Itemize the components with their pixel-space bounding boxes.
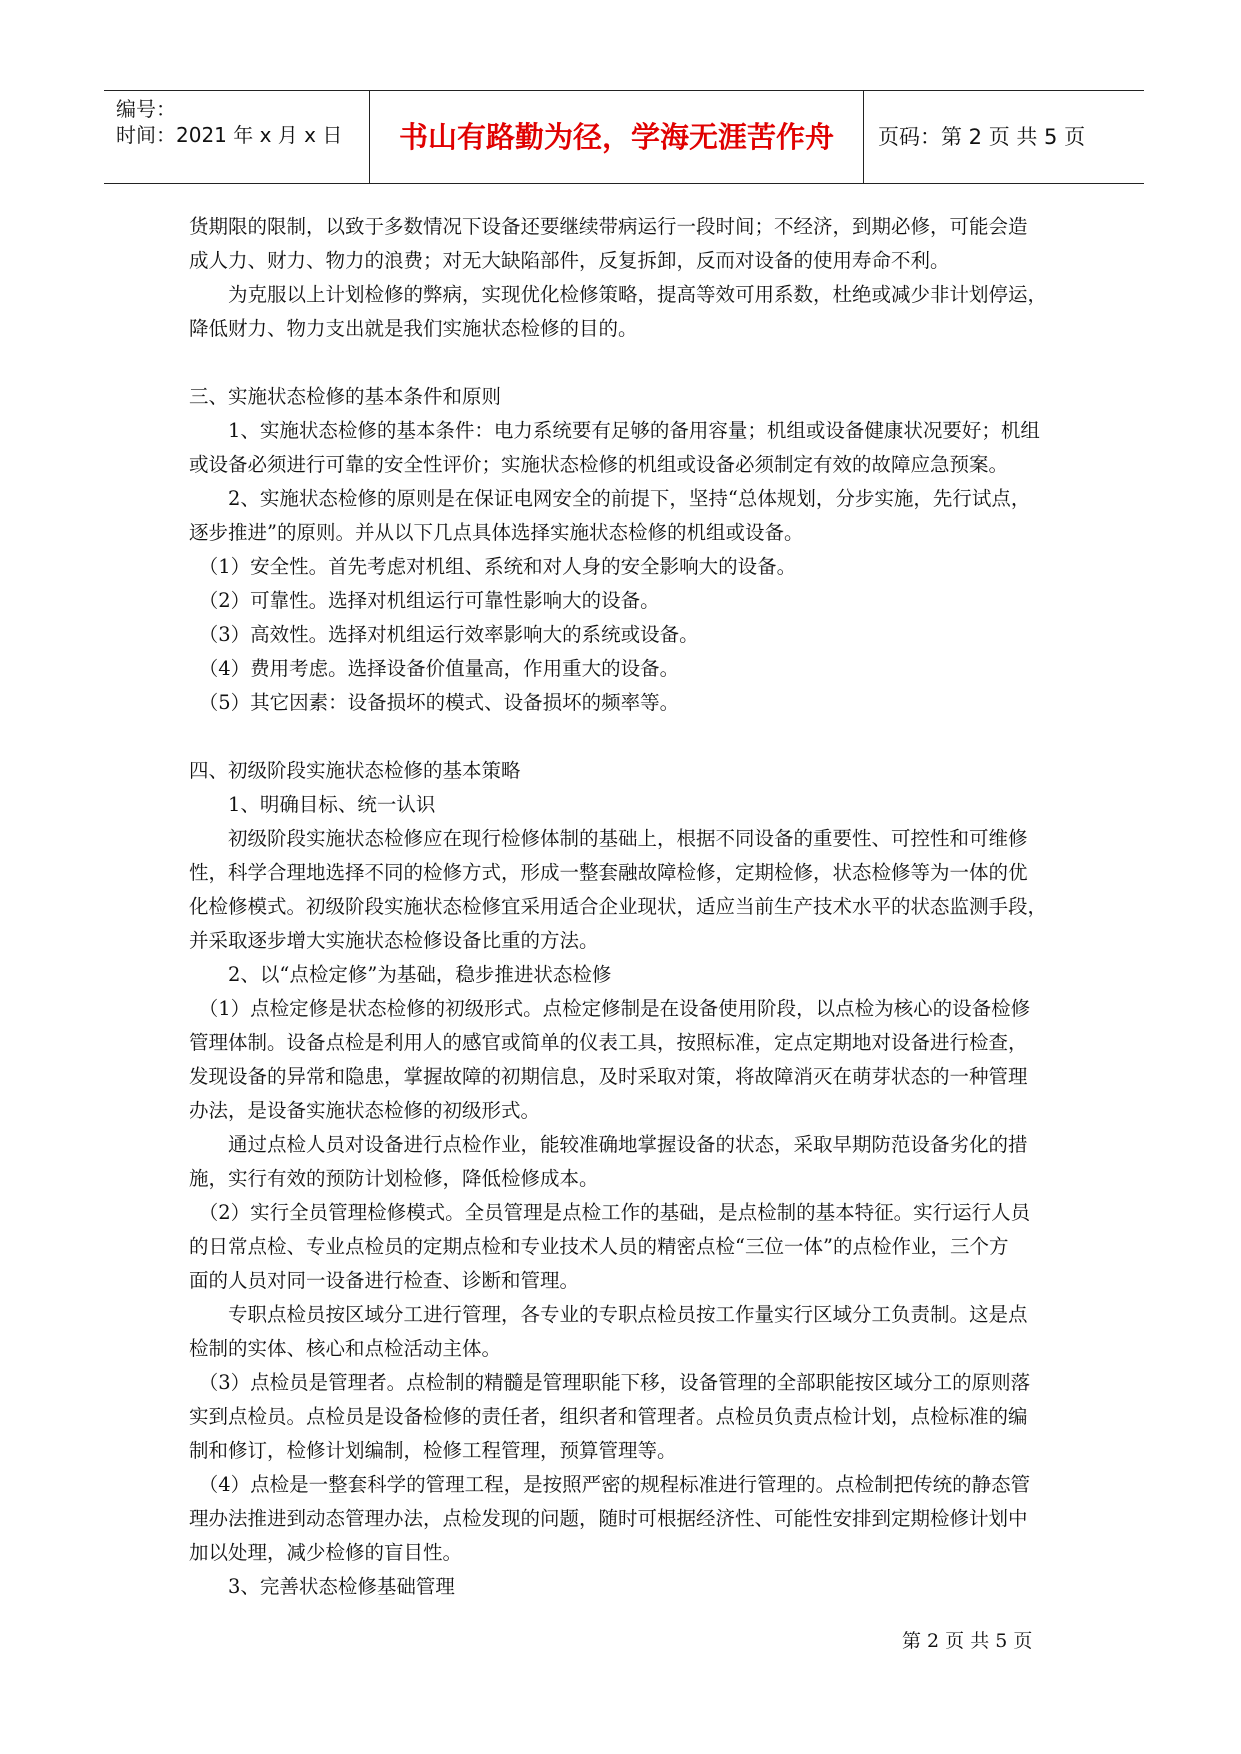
- body-text-line: 管理体制。设备点检是利用人的感官或简单的仪表工具，按照标准，定点定期地对设备进行检查，: [189, 1031, 1028, 1054]
- body-text-line: 性，科学合理地选择不同的检修方式，形成一整套融故障检修，定期检修，状态检修等为一体的优: [189, 861, 1028, 884]
- body-text-line: 加以处理，减少检修的盲目性。: [189, 1541, 463, 1564]
- header-motto-cell: [370, 91, 864, 183]
- page-footer: 第 2 页 共 5 页: [902, 1630, 1033, 1652]
- body-text-line: 化检修模式。初级阶段实施状态检修宜采用适合企业现状，适应当前生产技术水平的状态监测手段，: [189, 895, 1048, 918]
- body-text-line: （4）点检是一整套科学的管理工程，是按照严密的规程标准进行管理的。点检制把传统的静态管: [189, 1473, 1031, 1496]
- body-text-line: 2、实施状态检修的原则是在保证电网安全的前提下，坚持“总体规划，分步实施，先行试点，: [189, 487, 1031, 510]
- body-text-line: （3）点检员是管理者。点检制的精髓是管理职能下移，设备管理的全部职能按区域分工的原则落: [189, 1371, 1031, 1394]
- body-text-line: 三、实施状态检修的基本条件和原则: [189, 385, 502, 408]
- body-text-line: 并采取逐步增大实施状态检修设备比重的方法。: [189, 929, 599, 952]
- document-header: [104, 90, 1144, 184]
- body-text-line: 初级阶段实施状态检修应在现行检修体制的基础上，根据不同设备的重要性、可控性和可维修: [189, 827, 1028, 850]
- body-text-line: （2）可靠性。选择对机组运行可靠性影响大的设备。: [189, 589, 660, 612]
- body-text-line: 为克服以上计划检修的弊病，实现优化检修策略，提高等效可用系数，杜绝或减少非计划停运，: [189, 283, 1048, 306]
- body-text-line: 1、实施状态检修的基本条件：电力系统要有足够的备用容量；机组或设备健康状况要好；机组: [189, 419, 1040, 442]
- body-text-line: （2）实行全员管理检修模式。全员管理是点检工作的基础，是点检制的基本特征。实行运行人员: [189, 1201, 1031, 1224]
- header-info-cell: [104, 91, 370, 183]
- header-page-code: 页码：第 2 页 共 5 页: [878, 125, 1086, 149]
- body-text-line: 面的人员对同一设备进行检查、诊断和管理。: [189, 1269, 580, 1292]
- body-text-line: 实到点检员。点检员是设备检修的责任者，组织者和管理者。点检员负责点检计划，点检标准的编: [189, 1405, 1028, 1428]
- paragraph-gap: [189, 346, 1059, 380]
- body-text-line: 2、以“点检定修”为基础，稳步推进状态检修: [189, 963, 612, 986]
- header-motto: 书山有路勤为径，学海无涯苦作舟: [398, 120, 834, 154]
- body-text-line: 逐步推进”的原则。并从以下几点具体选择实施状态检修的机组或设备。: [189, 521, 804, 544]
- document-number-label: 编号：: [116, 97, 176, 121]
- body-text-line: 理办法推进到动态管理办法，点检发现的问题，随时可根据经济性、可能性安排到定期检修计划中: [189, 1507, 1028, 1530]
- body-text-line: 专职点检员按区域分工进行管理，各专业的专职点检员按工作量实行区域分工负责制。这是点: [189, 1303, 1028, 1326]
- body-text-line: 办法，是设备实施状态检修的初级形式。: [189, 1099, 541, 1122]
- body-text-line: 货期限的限制，以致于多数情况下设备还要继续带病运行一段时间；不经济，到期必修，可能会造: [189, 215, 1028, 238]
- body-text-line: （3）高效性。选择对机组运行效率影响大的系统或设备。: [189, 623, 699, 646]
- body-text-line: （1）点检定修是状态检修的初级形式。点检定修制是在设备使用阶段，以点检为核心的设备检修: [189, 997, 1031, 1020]
- body-text-line: 四、初级阶段实施状态检修的基本策略: [189, 759, 521, 782]
- body-text-line: 或设备必须进行可靠的安全性评价；实施状态检修的机组或设备必须制定有效的故障应急预案。: [189, 453, 1009, 476]
- body-text-line: （5）其它因素：设备损坏的模式、设备损坏的频率等。: [189, 691, 680, 714]
- body-text-line: 施，实行有效的预防计划检修，降低检修成本。: [189, 1167, 599, 1190]
- paragraph-gap: [189, 720, 1059, 754]
- body-text-line: 制和修订，检修计划编制，检修工程管理，预算管理等。: [189, 1439, 677, 1462]
- body-text-line: （4）费用考虑。选择设备价值量高，作用重大的设备。: [189, 657, 680, 680]
- document-time-label: 时间：2021 年 x 月 x 日: [116, 123, 343, 147]
- body-text-line: 1、明确目标、统一认识: [189, 793, 436, 816]
- body-text-line: 的日常点检、专业点检员的定期点检和专业技术人员的精密点检“三位一体”的点检作业，三个方: [189, 1235, 1009, 1258]
- header-page-cell: [864, 91, 1144, 183]
- body-text-line: 3、完善状态检修基础管理: [189, 1575, 455, 1598]
- body-text-line: 通过点检人员对设备进行点检作业，能较准确地掌握设备的状态，采取早期防范设备劣化的措: [189, 1133, 1028, 1156]
- body-text-line: 降低财力、物力支出就是我们实施状态检修的目的。: [189, 317, 638, 340]
- body-text-line: 发现设备的异常和隐患，掌握故障的初期信息，及时采取对策，将故障消灭在萌芽状态的一种管理: [189, 1065, 1028, 1088]
- body-text-line: 成人力、财力、物力的浪费；对无大缺陷部件，反复拆卸，反而对设备的使用寿命不利。: [189, 249, 950, 272]
- body-text-line: 检制的实体、核心和点检活动主体。: [189, 1337, 502, 1360]
- body-text-line: （1）安全性。首先考虑对机组、系统和对人身的安全影响大的设备。: [189, 555, 797, 578]
- document-body: [189, 210, 1059, 1604]
